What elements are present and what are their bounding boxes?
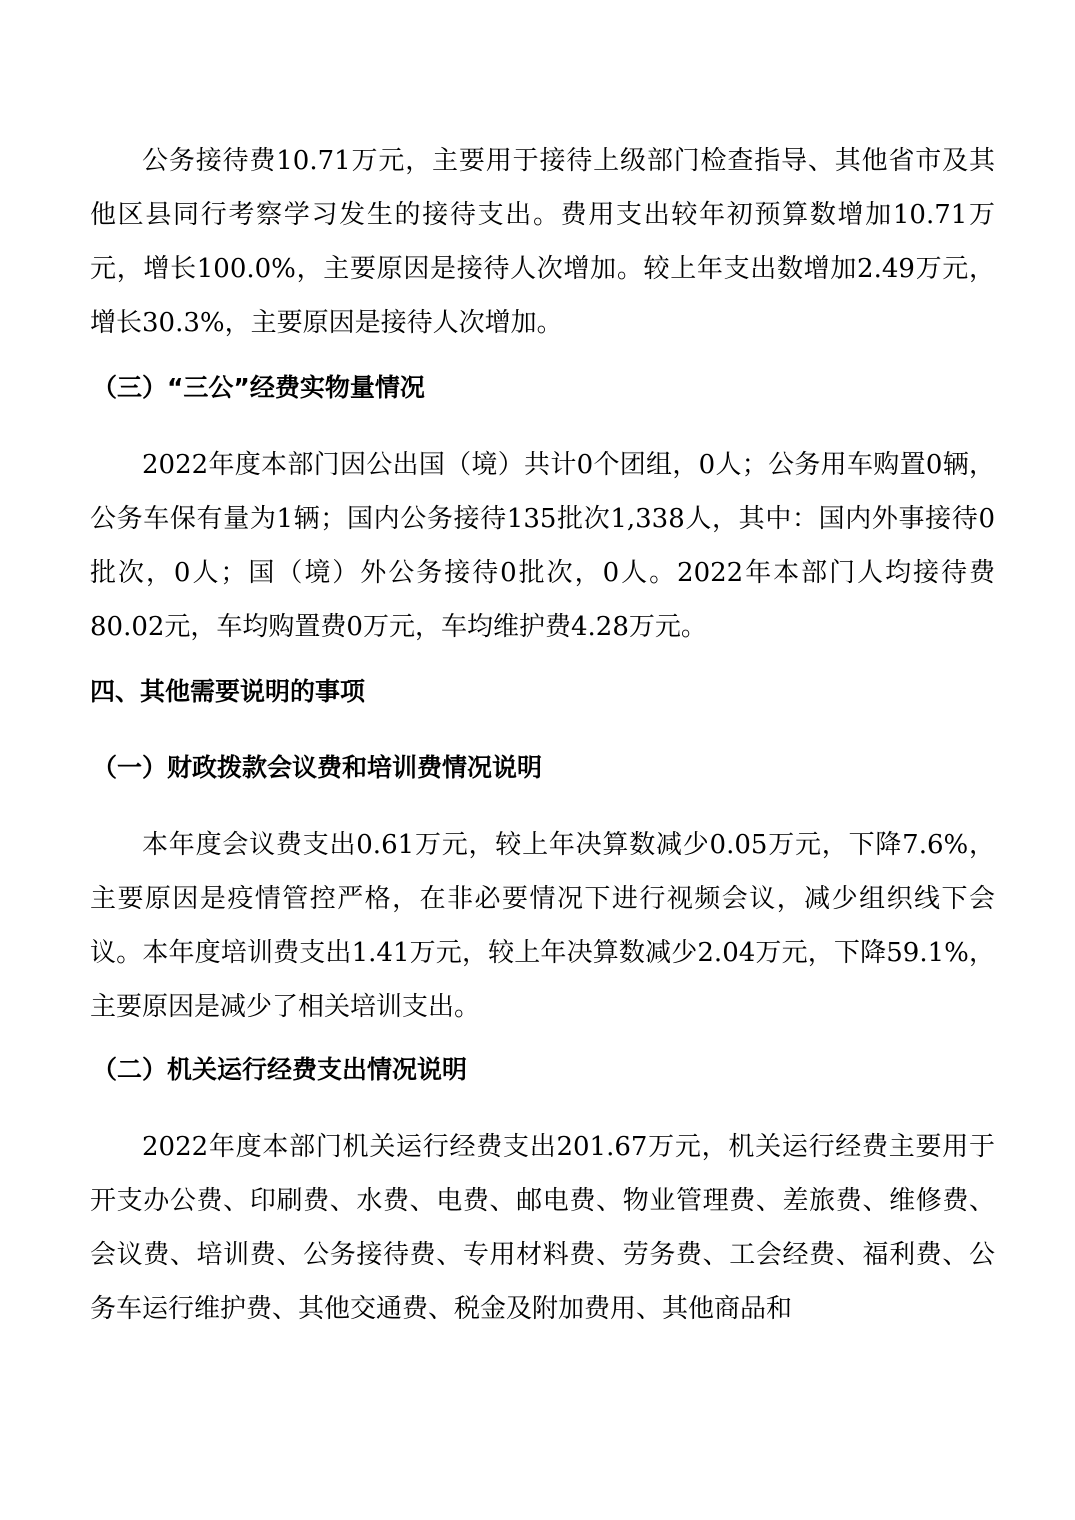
paragraph-three-public-quantity: 2022年度本部门因公出国（境）共计0个团组，0人；公务用车购置0辆，公务车保有量为1辆；国内公务接待135批次1,338人，其中：国内外事接待0批次，0人；国（境）外公务接待0批次，0人。2022年本部门人均接待费80.02元，车均购置费0万元，车均维护费4.28万元。 [90, 450, 995, 642]
paragraph-reception-expenses: 公务接待费10.71万元，主要用于接待上级部门检查指导、其他省市及其他区县同行考察学习发生的接待支出。费用支出较年初预算数增加10.71万元，增长100.0%，主要原因是接待人次增加。较上年支出数增加2.49万元，增长30.3%，主要原因是接待人次增加。 [90, 146, 995, 338]
section-heading-three-public-quantity: （三）“三公”经费实物量情况 [92, 373, 425, 402]
paragraph-operating-expenses: 2022年度本部门机关运行经费支出201.67万元，机关运行经费主要用于开支办公费、印刷费、水费、电费、邮电费、物业管理费、差旅费、维修费、会议费、培训费、公务接待费、专用材料费、劳务费、工会经费、福利费、公务车运行维护费、其他交通费、税金及附加费用、其他商品和 [90, 1132, 995, 1324]
section-heading-operating-expenses: （二）机关运行经费支出情况说明 [92, 1055, 468, 1084]
paragraph-meeting-training: 本年度会议费支出0.61万元，较上年决算数减少0.05万元，下降7.6%，主要原因是疫情管控严格，在非必要情况下进行视频会议，减少组织线下会议。本年度培训费支出1.41万元，较上年决算数减少2.04万元，下降59.1%，主要原因是减少了相关培训支出。 [90, 830, 995, 1022]
section-heading-meeting-training: （一）财政拨款会议费和培训费情况说明 [92, 753, 543, 782]
section-heading-other-matters: 四、其他需要说明的事项 [90, 677, 366, 706]
